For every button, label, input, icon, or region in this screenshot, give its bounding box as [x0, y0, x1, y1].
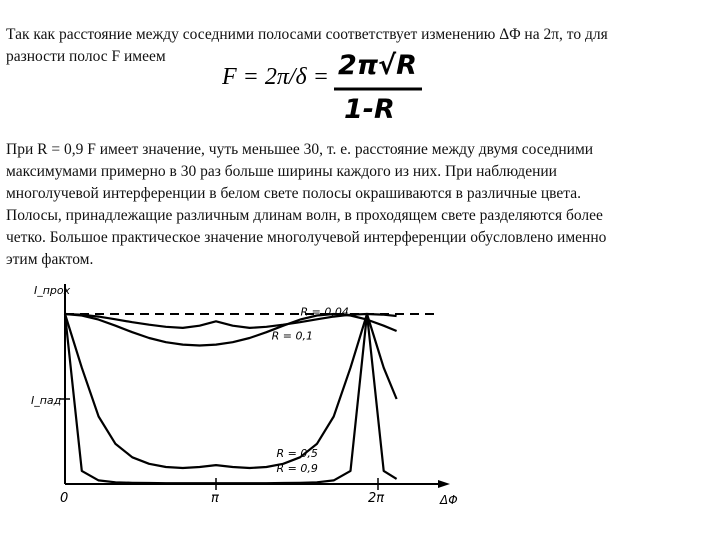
y-label-mid: I_пад	[31, 394, 62, 407]
paragraph-2-line-1: При R = 0,9 F имеет значение, чуть меньшее 30, т. е. расстояние между двумя соседними	[6, 141, 594, 158]
x-tick-label-0: 0	[60, 491, 69, 506]
interference-figure	[20, 278, 480, 540]
paragraph-2-line-2: максимумами примерно в 30 раз больше ширины каждого из них. При наблюдении	[6, 163, 557, 180]
paragraph-2-line-6: этим фактом.	[6, 251, 94, 268]
paragraph-1-line-1: Так как расстояние между соседними полосами соответствует изменению ΔΦ на 2π, то для	[6, 26, 608, 43]
series-label-2: R = 0,5	[276, 446, 318, 460]
y-label-top: I_прох	[34, 284, 71, 297]
paragraph-2	[6, 139, 714, 271]
series-label-3: R = 0,9	[276, 462, 318, 476]
paragraph-2-line-4: Полосы, принадлежащие различным длинам волн, в проходящем свете разделяются более	[6, 207, 603, 224]
x-tick-label-pi: π	[211, 491, 219, 506]
paragraph-2-line-5: четко. Большое практическое значение многолучевой интерференции обусловлено именно	[6, 229, 607, 246]
paragraph-1-line-2: разности полос F имеем	[6, 48, 166, 65]
formula	[222, 50, 462, 132]
formula-denominator: 1-R	[344, 94, 395, 125]
x-axis-label: ΔΦ	[440, 493, 458, 507]
curve-r-05	[65, 314, 397, 468]
curve-r-09	[65, 314, 397, 483]
formula-left: F = 2π/δ =	[222, 64, 329, 90]
formula-numerator: 2π√R	[338, 50, 417, 81]
x-axis-arrow	[438, 480, 450, 488]
series-label-0: R = 0,04	[300, 305, 349, 319]
series-label-1: R = 0,1	[271, 329, 314, 343]
x-tick-label-2pi: 2π	[368, 491, 385, 506]
paragraph-2-line-3: многолучевой интерференции в белом свете полосы окрашиваются в различные цвета.	[6, 185, 581, 202]
